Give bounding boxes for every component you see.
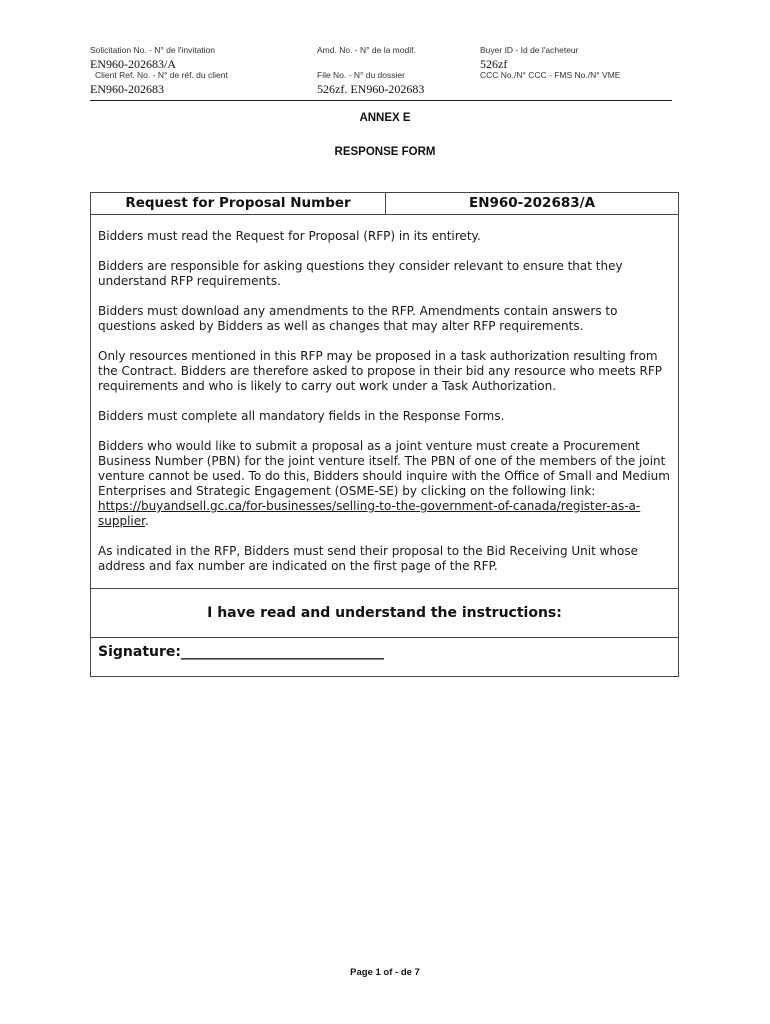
form-title: RESPONSE FORM xyxy=(334,146,436,158)
joint-venture-paragraph xyxy=(98,439,671,529)
page-number: Page 1 of - de 7 xyxy=(350,967,420,978)
instruction-paragraph: As indicated in the RFP, Bidders must send their proposal to the Bid Receiving Unit whose address and fax number are indicated on the first page of the RFP. xyxy=(98,544,639,573)
rfp-number-label: Request for Proposal Number xyxy=(91,193,386,214)
instruction-paragraph: Only resources mentioned in this RFP may be proposed in a task authorization resulting from the Contract. Bidders are therefore asked to propose in their bid any resource who meets RFP requirements and who is likely to carry out work under a Task Authorization. xyxy=(98,349,662,393)
client-ref-label: Client Ref. No. - N° de réf. du client xyxy=(95,70,228,80)
client-ref-value: EN960-202683 xyxy=(90,82,164,96)
instruction-paragraph: Bidders must read the Request for Proposal (RFP) in its entirety. xyxy=(98,229,481,243)
joint-venture-text: Bidders who would like to submit a proposal as a joint venture must create a Procurement Business Number (PBN) for the joint venture itself. The PBN of one of the members of the joint venture cannot be used. To do this, Bidders should inquire with the Office of Small and Medium Enterprises and Strategic Engagement (OSME-SE) by clicking on the following link: xyxy=(98,439,670,498)
instruction-paragraph: Bidders are responsible for asking questions they consider relevant to ensure that they understand RFP requirements. xyxy=(98,259,623,288)
instructions-cell xyxy=(91,215,678,589)
annex-title: ANNEX E xyxy=(359,112,411,124)
link-suffix: . xyxy=(144,514,149,528)
register-supplier-link[interactable]: https://buyandsell.gc.ca/for-businesses/selling-to-the-government-of-canada/register-as-a-supplier xyxy=(98,499,641,528)
ccc-label: CCC No./N° CCC - FMS No./N° VME xyxy=(480,70,621,80)
document-header xyxy=(90,44,672,101)
solicitation-value: EN960-202683/A xyxy=(90,57,176,71)
file-label: File No. - N° du dossier xyxy=(317,70,405,80)
instruction-paragraph: Bidders must download any amendments to the RFP. Amendments contain answers to questions asked by Bidders as well as changes that may alter RFP requirements. xyxy=(98,304,618,333)
rfp-number-row xyxy=(91,193,678,215)
file-value: 526zf. EN960-202683 xyxy=(317,82,425,96)
amd-label: Amd. No. - N° de la modif. xyxy=(317,45,416,55)
solicitation-label: Solicitation No. - N° de l'invitation xyxy=(90,45,216,55)
buyer-label: Buyer ID - Id de l'acheteur xyxy=(480,45,579,55)
response-form-table xyxy=(90,192,679,677)
buyer-value: 526zf xyxy=(480,57,508,71)
signature-row[interactable]: Signature:_____________________________ xyxy=(98,644,384,660)
acknowledgement-row: I have read and understand the instructions: xyxy=(91,589,678,638)
rfp-number-value: EN960-202683/A xyxy=(468,195,596,211)
instruction-paragraph: Bidders must complete all mandatory fields in the Response Forms. xyxy=(98,409,505,423)
